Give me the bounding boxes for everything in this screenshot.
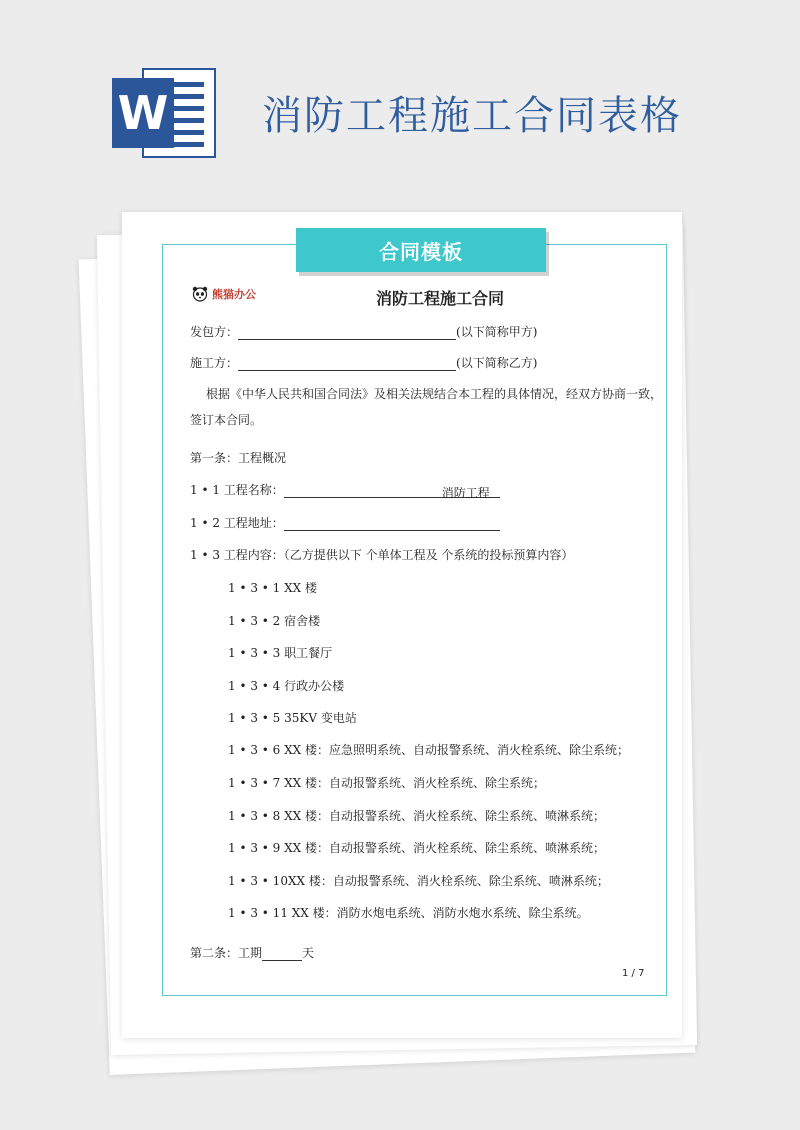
article-2-line	[190, 945, 314, 961]
article-1-heading: 第一条：工程概况	[190, 451, 287, 465]
intro-line-1: 根据《中华人民共和国合同法》及相关法规结合本工程的具体情况，经双方协商一致，	[206, 387, 663, 401]
item-1-2-label: 1 • 2 工程地址：	[190, 516, 284, 530]
sub-item-8: 1 • 3 • 8 XX 楼：自动报警系统、消火栓系统、除尘系统、喷淋系统；	[228, 809, 606, 823]
party-a-label: 发包方：	[190, 325, 239, 339]
item-1-1	[190, 482, 500, 498]
sub-item-10: 1 • 3 • 10XX 楼：自动报警系统、消火栓系统、除尘系统、喷淋系统；	[228, 874, 609, 888]
party-a-blank[interactable]	[238, 326, 456, 340]
sub-item-5: 1 • 3 • 5 35KV 变电站	[228, 711, 357, 725]
sub-item-7: 1 • 3 • 7 XX 楼：自动报警系统、消火栓系统、除尘系统；	[228, 776, 546, 790]
party-a-suffix: (以下简称甲方)	[456, 325, 538, 339]
article-2-suffix: 天	[302, 946, 315, 960]
party-b-label: 施工方：	[190, 356, 239, 370]
sub-item-3: 1 • 3 • 3 职工餐厅	[228, 646, 333, 660]
sub-item-1: 1 • 3 • 1 XX 楼	[228, 581, 318, 595]
page-title: 消防工程施工合同表格	[262, 93, 682, 139]
sub-item-6: 1 • 3 • 6 XX 楼：应急照明系统、自动报警系统、消火栓系统、除尘系统；	[228, 743, 630, 757]
item-1-2	[190, 515, 500, 531]
party-b-blank[interactable]	[238, 357, 456, 371]
project-address-field[interactable]	[284, 517, 500, 531]
party-b-line	[190, 355, 537, 371]
sub-item-11: 1 • 3 • 11 XX 楼：消防水炮电系统、消防水炮水系统、除尘系统。	[228, 906, 589, 920]
word-icon	[112, 68, 216, 158]
template-ribbon: 合同模板	[296, 228, 546, 272]
document-title: 消防工程施工合同	[375, 289, 504, 308]
word-icon-letter: W	[112, 78, 174, 148]
duration-days-field[interactable]	[262, 947, 302, 961]
logo-text: 熊猫办公	[212, 288, 256, 301]
item-1-3: 1 • 3 工程内容：（乙方提供以下 个单体工程及 个系统的投标预算内容）	[190, 548, 574, 562]
party-a-line	[190, 324, 537, 340]
item-1-1-label: 1 • 1 工程名称：	[190, 483, 284, 497]
intro-line-2: 签订本合同。	[190, 413, 263, 427]
sub-item-4: 1 • 3 • 4 行政办公楼	[228, 679, 345, 693]
page-number: 1 / 7	[622, 968, 645, 979]
article-2-prefix: 第二条：工期	[190, 946, 263, 960]
sub-item-9: 1 • 3 • 9 XX 楼：自动报警系统、消火栓系统、除尘系统、喷淋系统；	[228, 841, 606, 855]
project-name-field[interactable]: 消防工程	[284, 485, 500, 498]
sub-item-2: 1 • 3 • 2 宿舍楼	[228, 614, 321, 628]
party-b-suffix: (以下简称乙方)	[456, 356, 538, 370]
